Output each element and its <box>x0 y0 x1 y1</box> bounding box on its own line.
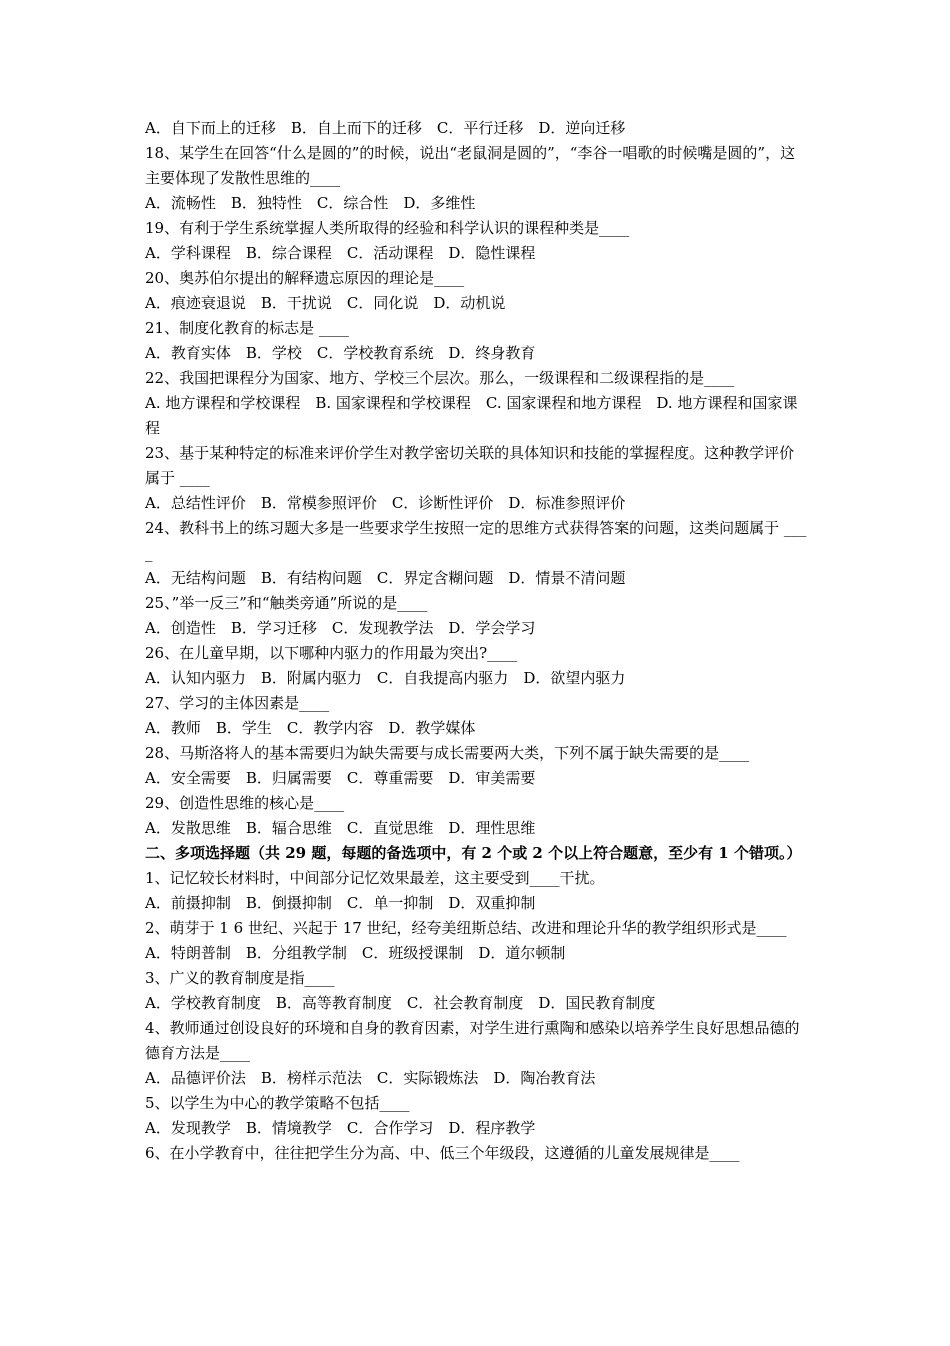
question-line: 5、以学生为中心的教学策略不包括____ <box>145 1094 410 1112</box>
question-line: 4、教师通过创设良好的环境和自身的教育因素，对学生进行熏陶和感染以培养学生良好思想品德的德育方法是____ <box>145 1019 800 1062</box>
option-line: A．总结性评价 B．常模参照评价 C．诊断性评价 D．标准参照评价 <box>145 494 626 512</box>
option-line: A．品德评价法 B．榜样示范法 C．实际锻炼法 D．陶冶教育法 <box>145 1069 596 1087</box>
option-line: A．学校教育制度 B．高等教育制度 C．社会教育制度 D．国民教育制度 <box>145 994 656 1012</box>
question-line: 23、基于某种特定的标准来评价学生对教学密切关联的具体知识和技能的掌握程度。这种教学评价属于 ____ <box>145 444 795 487</box>
section-heading: 二、多项选择题（共 29 题，每题的备选项中，有 2 个或 2 个以上符合题意，至少有 1 个错项。） <box>145 844 802 862</box>
option-line: A．安全需要 B．归属需要 C．尊重需要 D．审美需要 <box>145 769 536 787</box>
question-line: 19、有利于学生系统掌握人类所取得的经验和科学认识的课程种类是____ <box>145 219 630 237</box>
question-line: 24、教科书上的练习题大多是一些要求学生按照一定的思维方式获得答案的问题，这类问题属于 ____ <box>145 519 807 562</box>
question-line: 28、马斯洛将人的基本需要归为缺失需要与成长需要两大类，下列不属于缺失需要的是____ <box>145 744 750 762</box>
question-line: 27、学习的主体因素是____ <box>145 694 330 712</box>
option-line: A．认知内驱力 B．附属内驱力 C．自我提高内驱力 D．欲望内驱力 <box>145 669 626 687</box>
option-line: A．发现教学 B．情境教学 C．合作学习 D．程序教学 <box>145 1119 536 1137</box>
option-line: A．自下而上的迁移 B．自上而下的迁移 C．平行迁移 D．逆向迁移 <box>145 119 626 137</box>
option-line: A．创造性 B．学习迁移 C．发现教学法 D．学会学习 <box>145 619 536 637</box>
question-line: 2、萌芽于 1 6 世纪、兴起于 17 世纪，经夸美纽斯总结、改进和理论升华的教学组织形式是____ <box>145 919 787 937</box>
question-line: 22、我国把课程分为国家、地方、学校三个层次。那么，一级课程和二级课程指的是____ <box>145 369 735 387</box>
document-body <box>145 116 809 1166</box>
option-line: A．痕迹衰退说 B．干扰说 C．同化说 D．动机说 <box>145 294 506 312</box>
option-line: A．前摄抑制 B．倒摄抑制 C．单一抑制 D．双重抑制 <box>145 894 536 912</box>
question-line: 1、记忆较长材料时，中间部分记忆效果最差，这主要受到____干扰。 <box>145 869 605 887</box>
question-line: 20、奥苏伯尔提出的解释遗忘原因的理论是____ <box>145 269 465 287</box>
option-line: A．无结构问题 B．有结构问题 C．界定含糊问题 D．情景不清问题 <box>145 569 626 587</box>
question-line: 29、创造性思维的核心是____ <box>145 794 345 812</box>
option-line: A．发散思维 B．辐合思维 C．直觉思维 D．理性思维 <box>145 819 536 837</box>
option-line: A．教育实体 B．学校 C．学校教育系统 D．终身教育 <box>145 344 536 362</box>
question-line: 25、”举一反三”和“触类旁通”所说的是____ <box>145 594 428 612</box>
question-line: 26、在儿童早期，以下哪种内驱力的作用最为突出?____ <box>145 644 518 662</box>
question-line: 6、在小学教育中，往往把学生分为高、中、低三个年级段，这遵循的儿童发展规律是____ <box>145 1144 740 1162</box>
option-line: A．学科课程 B．综合课程 C．活动课程 D．隐性课程 <box>145 244 536 262</box>
option-line: A．流畅性 B．独特性 C．综合性 D．多维性 <box>145 194 476 212</box>
option-line: A. 地方课程和学校课程 B. 国家课程和学校课程 C. 国家课程和地方课程 D. 地方课程和国家课程 <box>145 394 798 437</box>
question-line: 21、制度化教育的标志是 ____ <box>145 319 349 337</box>
question-line: 3、广义的教育制度是指____ <box>145 969 335 987</box>
option-line: A．特朗普制 B．分组教学制 C．班级授课制 D．道尔顿制 <box>145 944 566 962</box>
option-line: A．教师 B．学生 C．教学内容 D．教学媒体 <box>145 719 476 737</box>
question-line: 18、某学生在回答“什么是圆的”的时候，说出“老鼠洞是圆的”，“李谷一唱歌的时候嘴是圆的”，这主要体现了发散性思维的____ <box>145 144 796 187</box>
